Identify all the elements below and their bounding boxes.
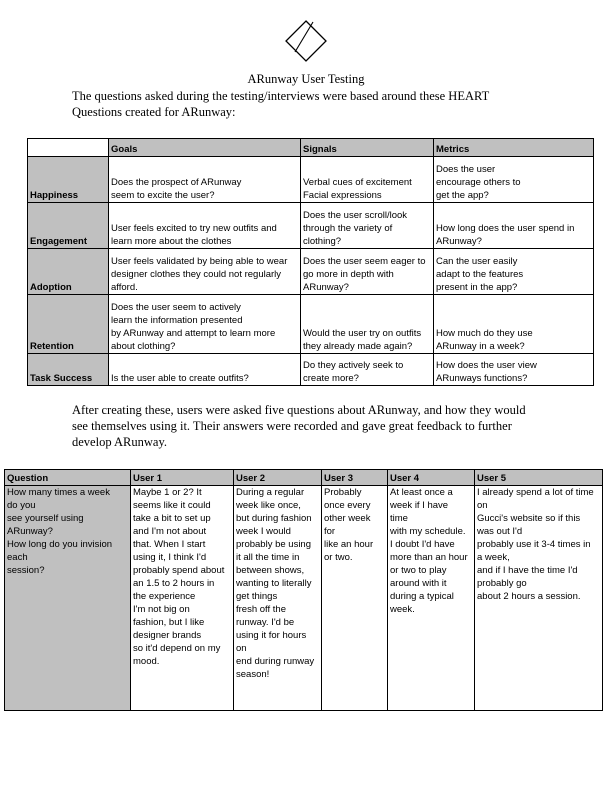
user-5-answer: I already spend a lot of time on Gucci's website so if this was out I'd probably use it 3-4 times in a week, and if I have the time I'd probably go about 2 hours a session. [475,486,603,711]
metrics-cell: Does the user encourage others to get the app? [434,157,594,203]
table-row [28,203,594,249]
user-3-answer: Probably once every other week for like an hour or two. [322,486,388,711]
header-metrics: Metrics [434,139,594,157]
goals-cell: Does the user seem to actively learn the information presented by ARunway and attempt to learn more about clothing? [109,295,301,354]
metrics-cell: How does the user view ARunways functions? [434,354,594,386]
header-signals: Signals [301,139,434,157]
answers-row [5,486,603,711]
goals-cell: User feels validated by being able to wear designer clothes they could not regularly afford. [109,249,301,295]
header-user-2: User 2 [234,470,322,486]
table-row [28,295,594,354]
user-2-answer: During a regular week like once, but during fashion week I would probably be using it all the time in between shows, wanting to literally get things fresh off the runway. I'd be using it for hours on end during runway season! [234,486,322,711]
table-header-row [28,139,594,157]
signals-cell: Verbal cues of excitement Facial expressions [301,157,434,203]
signals-cell: Would the user try on outfits they already made again? [301,295,434,354]
metrics-cell: How long does the user spend in ARunway? [434,203,594,249]
table-row [28,249,594,295]
header-blank-cell [28,139,109,157]
row-header-retention: Retention [28,295,109,354]
signals-cell: Does the user seem eager to go more in depth with ARunway? [301,249,434,295]
goals-cell: User feels excited to try new outfits and learn more about the clothes [109,203,301,249]
header-user-1: User 1 [131,470,234,486]
goals-cell: Does the prospect of ARunway seem to excite the user? [109,157,301,203]
user-4-answer: At least once a week if I have time with my schedule. I doubt I'd have more than an hour or two to play around with it during a typical week. [388,486,475,711]
row-header-happiness: Happiness [28,157,109,203]
answers-header-row [5,470,603,486]
metrics-cell: How much do they use ARunway in a week? [434,295,594,354]
intro-paragraph: The questions asked during the testing/interviews were based around these HEART Questions created for ARunway: [72,89,489,119]
document-title: ARunway User Testing [247,72,365,86]
user-1-answer: Maybe 1 or 2? It seems like it could take a bit to set up and I'm not about that. When I start using it, I think I'd probably spend about an 1.5 to 2 hours in the experience I'm not big on fashion, but I like designer brands so it'd depend on my mood. [131,486,234,711]
header-user-5: User 5 [475,470,603,486]
goals-cell: Is the user able to create outfits? [109,354,301,386]
diamond-logo-icon [283,18,329,64]
header-goals: Goals [109,139,301,157]
heart-questions-table [27,138,594,386]
table-row [28,354,594,386]
question-cell: How many times a week do you see yourself using ARunway? How long do you invision each session? [5,486,131,711]
header-question: Question [5,470,131,486]
row-header-adoption: Adoption [28,249,109,295]
signals-cell: Does the user scroll/look through the variety of clothing? [301,203,434,249]
header-user-4: User 4 [388,470,475,486]
table-row [28,157,594,203]
row-header-task-success: Task Success [28,354,109,386]
user-answers-table [4,469,603,711]
outro-paragraph: After creating these, users were asked five questions about ARunway, and how they would see themselves using it. Their answers were recorded and gave great feedback to further develop ARunway. [72,403,526,449]
signals-cell: Do they actively seek to create more? [301,354,434,386]
row-header-engagement: Engagement [28,203,109,249]
header-user-3: User 3 [322,470,388,486]
metrics-cell: Can the user easily adapt to the features present in the app? [434,249,594,295]
